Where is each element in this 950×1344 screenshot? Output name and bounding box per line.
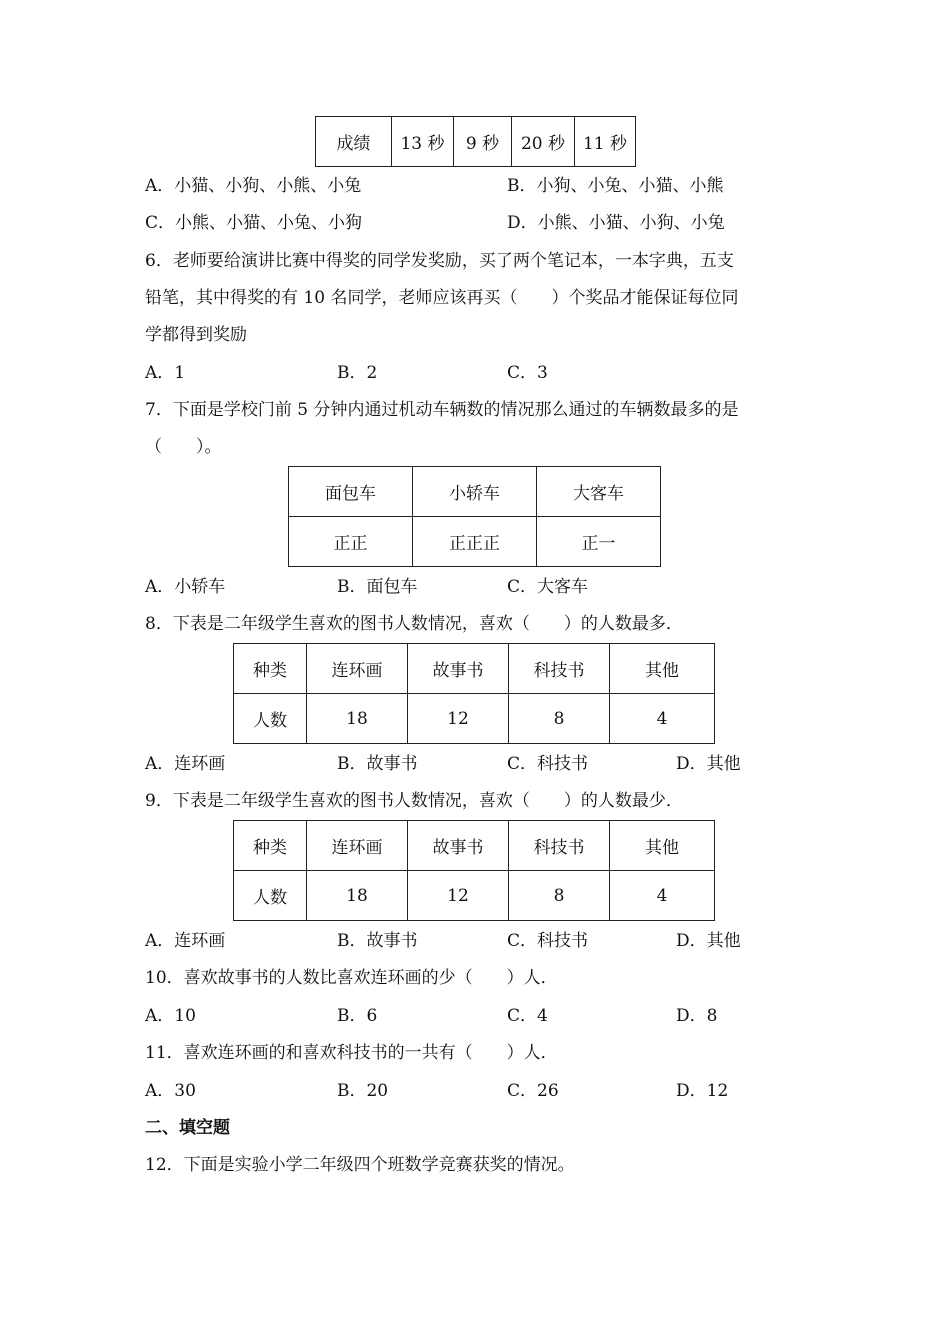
q5-score-cell: 13 秒 <box>392 117 454 167</box>
q9-cell: 12 <box>408 871 509 921</box>
q7-tally-cell: 正正正 <box>413 517 537 567</box>
q10-text-line: 10．喜欢故事书的人数比喜欢连环画的少（ ）人． <box>145 968 558 988</box>
q9-cell: 科技书 <box>509 821 610 871</box>
q6-text-line: 铅笔，其中得奖的有 10 名同学，老师应该再买（ ）个奖品才能保证每位同 <box>145 288 739 308</box>
q8-option-d: D．其他 <box>676 754 741 774</box>
q7-tally-cell: 正一 <box>537 517 661 567</box>
q10-option-a: A．10 <box>145 1006 196 1026</box>
q6-option-c: C．3 <box>507 363 548 383</box>
q5-option-a: A．小猫、小狗、小熊、小兔 <box>145 176 362 196</box>
q7-header-cell: 小轿车 <box>413 467 537 517</box>
q8-cell: 4 <box>610 694 715 744</box>
q5-score-cell: 20 秒 <box>512 117 575 167</box>
q9-cell: 种类 <box>234 821 307 871</box>
q7-tally-cell: 正正 <box>289 517 413 567</box>
q9-option-d: D．其他 <box>676 931 741 951</box>
q8-cell: 8 <box>509 694 610 744</box>
q9-book-table <box>233 820 715 921</box>
q11-text-line: 11．喜欢连环画的和喜欢科技书的一共有（ ）人． <box>145 1043 558 1063</box>
q9-cell: 4 <box>610 871 715 921</box>
q8-cell: 连环画 <box>307 644 408 694</box>
q9-cell: 其他 <box>610 821 715 871</box>
q6-text-line: 6．老师要给演讲比赛中得奖的同学发奖励，买了两个笔记本，一本字典，五支 <box>145 251 734 271</box>
q7-option-a: A．小轿车 <box>145 577 226 597</box>
q10-option-d: D．8 <box>676 1006 718 1026</box>
section-title: 二、填空题 <box>145 1118 230 1138</box>
q6-text-line: 学都得到奖励 <box>145 325 247 345</box>
q8-book-table <box>233 643 715 744</box>
q8-cell: 种类 <box>234 644 307 694</box>
q7-vehicle-table <box>288 466 661 567</box>
q8-text-line: 8．下表是二年级学生喜欢的图书人数情况，喜欢（ ）的人数最多． <box>145 614 683 634</box>
q8-cell: 人数 <box>234 694 307 744</box>
q5-score-cell: 11 秒 <box>575 117 636 167</box>
q7-text-line: （ ）。 <box>145 437 222 457</box>
q5-score-cell: 9 秒 <box>454 117 512 167</box>
q5-option-b: B．小狗、小兔、小猫、小熊 <box>507 176 724 196</box>
q8-cell: 18 <box>307 694 408 744</box>
q12-text-line: 12．下面是实验小学二年级四个班数学竞赛获奖的情况。 <box>145 1155 575 1175</box>
q9-cell: 故事书 <box>408 821 509 871</box>
q7-header-cell: 面包车 <box>289 467 413 517</box>
q9-cell: 连环画 <box>307 821 408 871</box>
q9-cell: 8 <box>509 871 610 921</box>
q9-option-a: A．连环画 <box>145 931 226 951</box>
q9-option-c: C．科技书 <box>507 931 589 951</box>
q7-header-cell: 大客车 <box>537 467 661 517</box>
q8-option-b: B．故事书 <box>337 754 418 774</box>
q6-option-a: A．1 <box>145 363 186 383</box>
q9-cell: 18 <box>307 871 408 921</box>
q5-option-c: C．小熊、小猫、小兔、小狗 <box>145 213 363 233</box>
q10-option-b: B．6 <box>337 1006 378 1026</box>
q8-option-c: C．科技书 <box>507 754 589 774</box>
q8-cell: 科技书 <box>509 644 610 694</box>
q5-score-table <box>315 116 636 167</box>
q7-option-b: B．面包车 <box>337 577 418 597</box>
q5-option-d: D．小熊、小猫、小狗、小兔 <box>507 213 725 233</box>
q9-cell: 人数 <box>234 871 307 921</box>
q10-option-c: C．4 <box>507 1006 548 1026</box>
q11-option-d: D．12 <box>676 1081 729 1101</box>
q8-option-a: A．连环画 <box>145 754 226 774</box>
q9-text-line: 9．下表是二年级学生喜欢的图书人数情况，喜欢（ ）的人数最少． <box>145 791 683 811</box>
q7-option-c: C．大客车 <box>507 577 589 597</box>
q6-option-b: B．2 <box>337 363 378 383</box>
q8-cell: 其他 <box>610 644 715 694</box>
q11-option-b: B．20 <box>337 1081 389 1101</box>
q11-option-c: C．26 <box>507 1081 559 1101</box>
q9-option-b: B．故事书 <box>337 931 418 951</box>
q8-cell: 12 <box>408 694 509 744</box>
q5-score-header: 成绩 <box>316 117 392 167</box>
q11-option-a: A．30 <box>145 1081 196 1101</box>
q8-cell: 故事书 <box>408 644 509 694</box>
q7-text-line: 7．下面是学校门前 5 分钟内通过机动车辆数的情况那么通过的车辆数最多的是 <box>145 400 739 420</box>
